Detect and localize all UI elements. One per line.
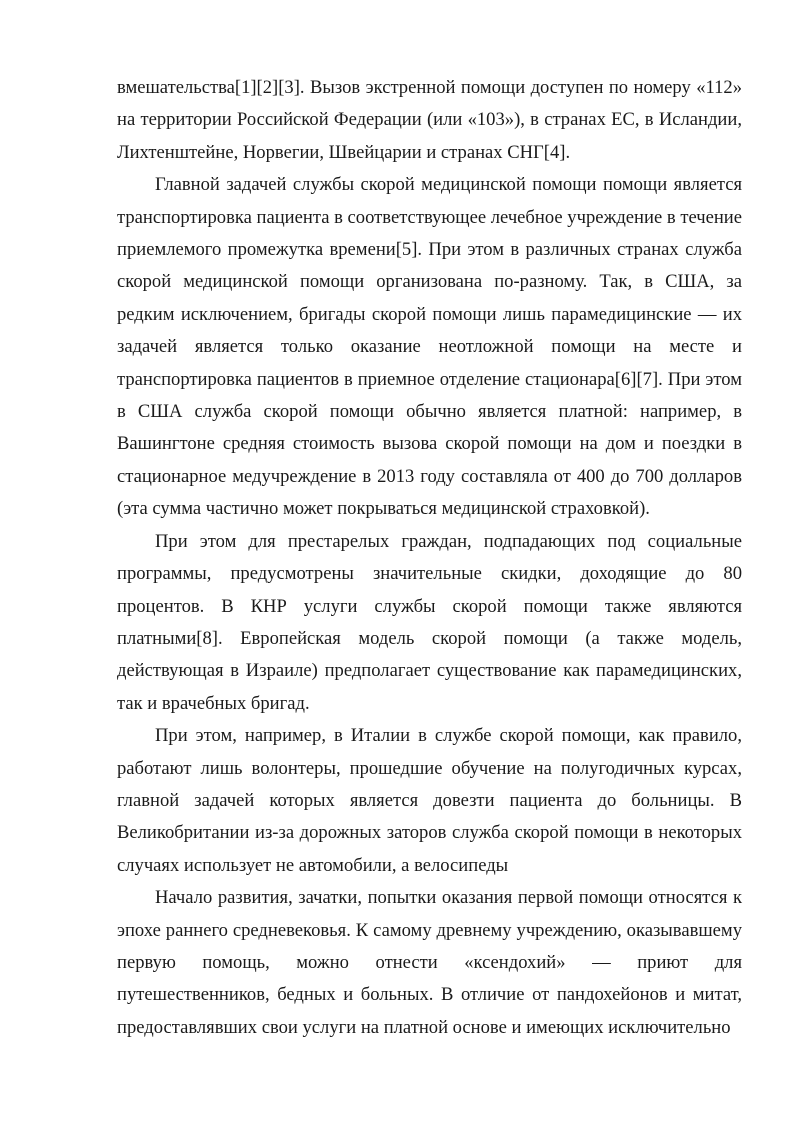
paragraph: При этом, например, в Италии в службе скорой помощи, как правило, работают лишь волонтеры, прошедшие обучение на полугодичных курсах, главной задачей которых является довезти пациента до больницы. В Великобритании из-за дорожных заторов служба скорой помощи в некоторых случаях использует не автомобили, а велосипеды (117, 725, 742, 876)
document-body (117, 72, 742, 1044)
paragraph-continuation: вмешательства[1][2][3]. Вызов экстренной помощи доступен по номеру «112» на территории Российской Федерации (или «103»), в странах ЕС, в Исландии, Лихтенштейне, Норвегии, Швейцарии и странах СНГ[4]. (117, 77, 742, 163)
paragraph: Начало развития, зачатки, попытки оказания первой помощи относятся к эпохе раннего средневековья. К самому древнему учреждению, оказывавшему первую помощь, можно отнести «ксендохий» — приют для путешественников, бедных и больных. В отличие от пандохейонов и митат, предоставлявших свои услуги на платной основе и имеющих исключительно (117, 887, 742, 1038)
paragraph: При этом для престарелых граждан, подпадающих под социальные программы, предусмотрены значительные скидки, доходящие до 80 процентов. В КНР услуги службы скорой помощи также являются платными[8]. Европейская модель скорой помощи (а также модель, действующая в Израиле) предполагает существование как парамедицинских, так и врачебных бригад. (117, 530, 742, 714)
paragraph: Главной задачей службы скорой медицинской помощи помощи является транспортировка пациента в соответствующее лечебное учреждение в течение приемлемого промежутка времени[5]. При этом в различных странах служба скорой медицинской помощи организована по-разному. Так, в США, за редким исключением, бригады скорой помощи лишь парамедицинские — их задачей является только оказание неотложной помощи на месте и транспортировка пациентов в приемное отделение стационара[6][7]. При этом в США служба скорой помощи обычно является платной: например, в Вашингтоне средняя стоимость вызова скорой помощи на дом и поездки в стационарное медучреждение в 2013 году составляла от 400 до 700 долларов (эта сумма частично может покрываться медицинской страховкой). (117, 174, 742, 520)
